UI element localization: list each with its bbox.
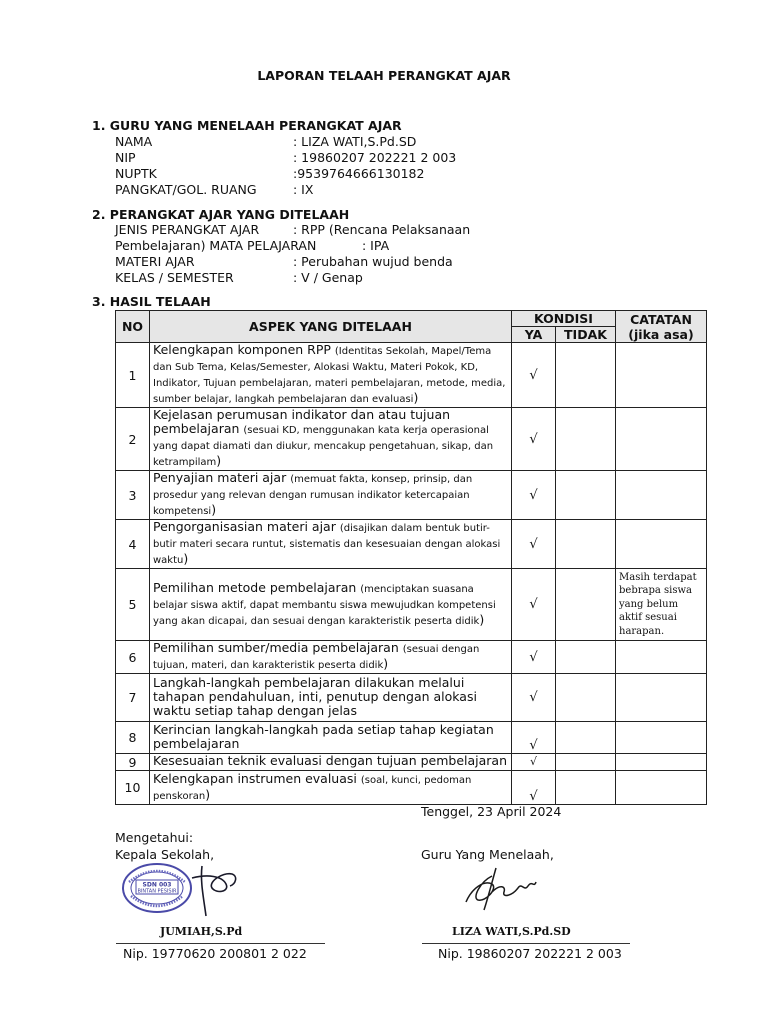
row-number: 6: [116, 641, 150, 674]
ya-check: √: [512, 722, 556, 754]
reviewer-signature-line: [422, 943, 630, 944]
stamp-school-text: SDN 003: [142, 881, 172, 889]
aspect-cell: [150, 408, 512, 471]
stamp-location-text: BINTAN PESISIR: [137, 888, 177, 895]
header-kondisi: KONDISI: [512, 311, 616, 327]
tidak-check: [556, 471, 616, 520]
ya-check: √: [512, 754, 556, 771]
aspect-cell: [150, 722, 512, 754]
table-row: [116, 722, 707, 754]
aspect-detail: (memuat fakta, konsep, prinsip, dan prosedur yang relevan dengan rumusan indikator ketercapaian kompetensi: [153, 474, 473, 517]
tidak-check: [556, 771, 616, 805]
field-label-kelas: KELAS / SEMESTER: [115, 270, 234, 285]
review-table: [115, 310, 707, 805]
field-value-materi: : Perubahan wujud benda: [293, 254, 453, 269]
field-label-mapel: Pembelajaran) MATA PELAJARAN: [115, 238, 317, 253]
field-value-mapel: : IPA: [362, 238, 390, 253]
school-stamp: [121, 862, 193, 914]
aspect-main: Pengorganisasian materi ajar: [153, 519, 340, 534]
document-title: LAPORAN TELAAH PERANGKAT AJAR: [257, 68, 511, 83]
table-row: [116, 569, 707, 641]
ya-check: √: [512, 771, 556, 805]
aspect-close: ): [479, 611, 485, 627]
aspect-main: Kejelasan perumusan indikator dan atau tujuan pembelajaran: [153, 407, 451, 436]
aspect-cell: [150, 343, 512, 408]
header-no: NO: [116, 311, 150, 343]
catatan-cell: [616, 343, 707, 408]
aspect-detail: (disajikan dalam bentuk butir-butir materi secara runtut, sistematis dan kesesuaian dengan alokasi waktu: [153, 523, 501, 566]
aspect-close: ): [183, 551, 189, 566]
ya-check: √: [512, 641, 556, 674]
place-date: Tenggel, 23 April 2024: [421, 804, 562, 819]
aspect-cell: [150, 674, 512, 722]
table-row: [116, 520, 707, 569]
aspect-cell: [150, 771, 512, 805]
tidak-check: [556, 408, 616, 471]
aspect-close: ): [211, 502, 217, 517]
acknowledge-label: Mengetahui:: [115, 830, 194, 845]
catatan-cell: [616, 754, 707, 771]
field-label-nip: NIP: [115, 150, 136, 165]
field-value-kelas: : V / Genap: [293, 270, 363, 285]
ya-check: √: [512, 471, 556, 520]
ya-check: √: [512, 408, 556, 471]
aspect-detail: (soal, kunci, pedoman penskoran: [153, 774, 472, 802]
reviewer-role: Guru Yang Menelaah,: [421, 847, 554, 862]
reviewer-name: LIZA WATI,S.Pd.SD: [452, 925, 571, 938]
aspect-detail: (menciptakan suasana belajar siswa aktif, dapat membantu siswa mewujudkan kompetensi yang akan dicapai, dan sesuai dengan karakteristik peserta didik: [153, 583, 496, 627]
table-row: [116, 471, 707, 520]
principal-role: Kepala Sekolah,: [115, 847, 215, 862]
ya-check: √: [512, 674, 556, 722]
aspect-cell: [150, 641, 512, 674]
catatan-cell: [616, 408, 707, 471]
row-number: 1: [116, 343, 150, 408]
catatan-cell: [616, 471, 707, 520]
ya-check: √: [512, 569, 556, 641]
field-label-materi: MATERI AJAR: [115, 254, 195, 269]
tidak-check: [556, 754, 616, 771]
catatan-cell: [616, 520, 707, 569]
field-label-pangkat: PANGKAT/GOL. RUANG: [115, 182, 257, 197]
row-number: 8: [116, 722, 150, 754]
row-number: 10: [116, 771, 150, 805]
table-row: [116, 343, 707, 408]
aspect-detail: (Identitas Sekolah, Mapel/Tema dan Sub Tema, Kelas/Semester, Alokasi Waktu, Materi Pokok, KD, Indikator, Tujuan pembelajaran, materi pembelajaran, metode, media, sumber belajar, langkah pembelajaran dan evaluasi: [153, 346, 506, 405]
aspect-main: Kerincian langkah-langkah pada setiap tahap kegiatan pembelajaran: [153, 721, 494, 751]
table-row: [116, 408, 707, 471]
row-number: 3: [116, 471, 150, 520]
header-ya: YA: [512, 327, 556, 343]
aspect-close: ): [216, 453, 222, 468]
reviewer-signature: [462, 862, 544, 916]
catatan-cell: Masih terdapat bebrapa siswa yang belum aktif sesuai harapan.: [616, 569, 707, 641]
aspect-main: Pemilihan metode pembelajaran: [153, 579, 361, 595]
principal-signature-line: [116, 943, 325, 944]
row-number: 7: [116, 674, 150, 722]
aspect-detail: (sesuai KD, menggunakan kata kerja operasional yang dapat diamati dan diukur, mencakup pengetahuan, sikap, dan ketrampilam: [153, 425, 494, 468]
section-2-heading: 2. PERANGKAT AJAR YANG DITELAAH: [92, 207, 350, 222]
aspect-main: Penyajian materi ajar: [153, 470, 291, 485]
field-value-jenis: : RPP (Rencana Pelaksanaan: [293, 222, 471, 237]
section-3-heading: 3. HASIL TELAAH: [92, 294, 211, 309]
aspect-close: ): [383, 656, 389, 671]
aspect-close: ): [413, 390, 419, 405]
field-value-pangkat: : IX: [293, 182, 314, 197]
ya-check: √: [512, 520, 556, 569]
principal-name: JUMIAH,S.Pd: [160, 925, 243, 938]
aspect-main: Langkah-langkah pembelajaran dilakukan melalui tahapan pendahuluan, inti, penutup dengan alokasi waktu setiap tahap dengan jelas: [153, 674, 477, 718]
field-label-nama: NAMA: [115, 134, 153, 149]
table-row: [116, 641, 707, 674]
aspect-close: ): [205, 786, 211, 802]
aspect-main: Kelengkapan instrumen evaluasi: [153, 770, 361, 786]
table-row: [116, 754, 707, 771]
table-row: [116, 674, 707, 722]
field-value-nuptk: :9539764666130182: [293, 166, 425, 181]
tidak-check: [556, 722, 616, 754]
principal-signature: [186, 862, 244, 920]
tidak-check: [556, 343, 616, 408]
table-row: [116, 771, 707, 805]
catatan-cell: [616, 771, 707, 805]
catatan-cell: [616, 722, 707, 754]
field-value-nama: : LIZA WATI,S.Pd.SD: [293, 134, 417, 149]
section-1-heading: 1. GURU YANG MENELAAH PERANGKAT AJAR: [92, 118, 402, 133]
field-value-nip: : 19860207 202221 2 003: [293, 150, 457, 165]
row-number: 9: [116, 754, 150, 771]
catatan-cell: [616, 641, 707, 674]
header-tidak: TIDAK: [556, 327, 616, 343]
tidak-check: [556, 520, 616, 569]
header-catatan: CATATAN (jika asa): [616, 311, 707, 343]
header-aspek: ASPEK YANG DITELAAH: [150, 311, 512, 343]
aspect-main: Kesesuaian teknik evaluasi dengan tujuan pembelajaran: [153, 753, 508, 768]
row-number: 2: [116, 408, 150, 471]
field-label-jenis: JENIS PERANGKAT AJAR: [115, 222, 260, 237]
aspect-cell: [150, 754, 512, 771]
ya-check: √: [512, 343, 556, 408]
tidak-check: [556, 641, 616, 674]
tidak-check: [556, 674, 616, 722]
reviewer-nip: Nip. 19860207 202221 2 003: [438, 946, 622, 961]
field-label-nuptk: NUPTK: [115, 166, 157, 181]
aspect-cell: [150, 520, 512, 569]
principal-nip: Nip. 19770620 200801 2 022: [123, 946, 307, 961]
aspect-cell: [150, 569, 512, 641]
aspect-detail: (sesuai dengan tujuan, materi, dan karakteristik peserta didik: [153, 644, 480, 671]
aspect-cell: [150, 471, 512, 520]
row-number: 4: [116, 520, 150, 569]
catatan-cell: [616, 674, 707, 722]
row-number: 5: [116, 569, 150, 641]
aspect-main: Kelengkapan komponen RPP: [153, 342, 335, 357]
tidak-check: [556, 569, 616, 641]
aspect-main: Pemilihan sumber/media pembelajaran: [153, 640, 403, 655]
